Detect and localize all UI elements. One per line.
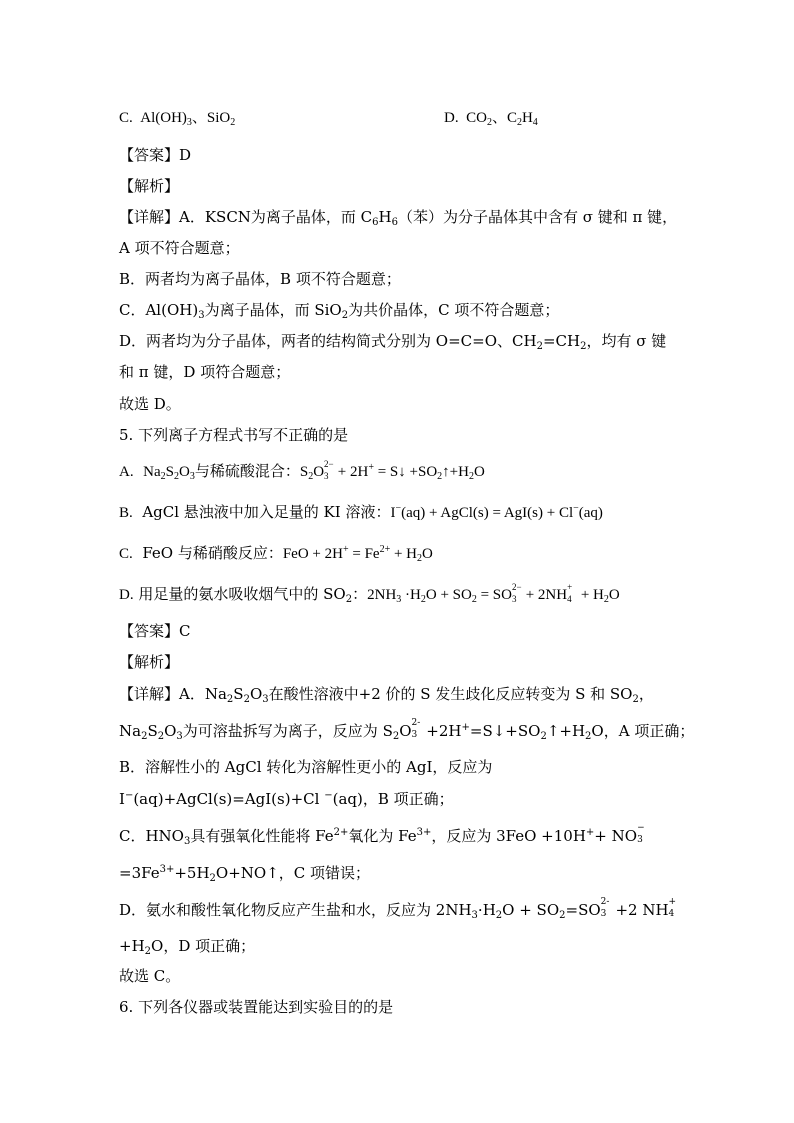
answer-q4: 【答案】D [119,146,192,164]
detail-q5-line6: $=3Fe^{3+}+5H_2O+NO↑$，C 项错误； [119,864,371,884]
analysis-title-q5: 【解析】 [119,653,180,671]
question-5-stem: 5. 下列离子方程式书写不正确的是 [119,426,349,444]
question-5-option-d: D. 用足量的氨水吸收烟气中的 $SO_2$：$2NH_3 \cdot H_2O + SO_2$ = SO 2− 3 + 2NH + 4 + $H_2O$ [119,581,620,605]
option-c-prev: C. $Al(OH)_3$、SiO$_2$ [119,110,236,128]
detail-q5-line3: B．溶解性小的 AgCl 转化为溶解性更小的 AgI，反应为 [119,758,493,776]
question-5-option-b: B. AgCl 悬浊液中加入足量的 KI 溶液：I−(aq) + AgCl(s) = AgI(s) + Cl−(aq) [119,503,603,521]
detail-q5-line1: 【详解】A．$Na_2S_2O_3$在酸性溶液中+2 价的 S 发生歧化反应转变为 S 和 $SO_2$， [119,685,654,705]
detail-q5-line5: C．$HNO_3$具有强氧化性能将 $Fe^{2+}$氧化为 $Fe^{3+}$，反应为 3FeO +10H++ NO − 3 [119,823,645,847]
detail-q4-line3: B．两者均为离子晶体，B 项不符合题意； [119,270,401,288]
detail-q5-line9: 故选 C。 [119,967,181,985]
option-d-prev: D. $CO_2$、$C_2H_4$ [444,110,538,128]
detail-q4-line5: D．两者均为分子晶体，两者的结构简式分别为 O=C=O、$CH_2=CH_2$，均有 σ 键 [119,332,667,352]
detail-q4-line6: 和 π 键，D 项符合题意； [119,363,291,381]
detail-q4-line4: C．$Al(OH)_3$为离子晶体，而 SiO$_2$为共价晶体，C 项不符合题意； [119,301,560,321]
detail-q5-line8: $+H_2O$，D 项正确； [119,937,256,957]
detail-q5-line2: $Na_2S_2O_3$为可溶盐拆写为离子，反应为 $S_2O$ 2- 3 $+2H^+=S↓+SO_2↑+H_2O$，A 项正确； [119,718,695,742]
detail-q5-line4: I−(aq)+AgCl(s)=AgI(s)+Cl −(aq)，B 项正确； [119,790,454,808]
detail-q4-line1: 【详解】A．KSCN为离子晶体，而 $C_6H_6$（苯）为分子晶体其中含有 σ 键和 π 键， [119,208,678,228]
detail-q5-line7: D．氨水和酸性氧化物反应产生盐和水，反应为 $2NH_3\cdot H_2O + SO_2=SO$ 2- 3 +2 NH + 4 [119,897,677,921]
analysis-title-q4: 【解析】 [119,177,180,195]
answer-q5: 【答案】C [119,622,191,640]
question-5-option-c: C. FeO 与稀硝酸反应：FeO + $2H^+ = Fe^{2+} + H_2O$ [119,544,433,564]
detail-q4-line2: A 项不符合题意； [119,239,240,257]
question-6-stem: 6. 下列各仪器或装置能达到实验目的的是 [119,998,394,1016]
detail-q4-line7: 故选 D。 [119,395,181,413]
question-5-option-a: A. $Na_2S_2O_3$与稀硫酸混合：$S_2O$ 2− 3 + 2H+ = S↓ $+SO_2↑+H_2O$ [119,458,485,482]
